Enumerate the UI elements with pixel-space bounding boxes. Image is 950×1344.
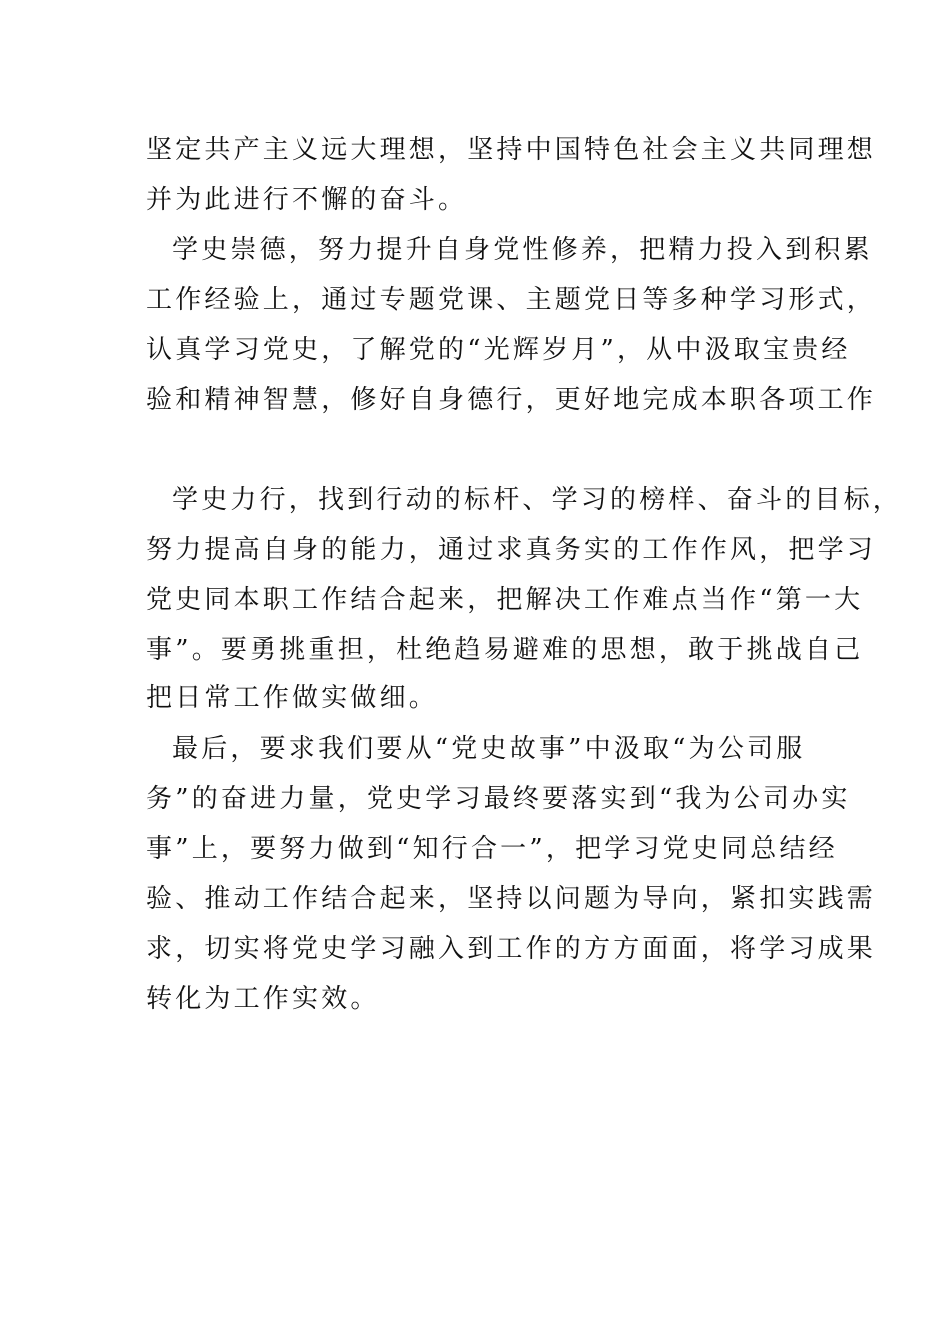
paragraph-2-line-2: 工作经验上，通过专题党课、主题党日等多种学习形式， <box>146 285 877 315</box>
paragraph-3-line-3: 党史同本职工作结合起来，把解决工作难点当作“第一大 <box>146 585 864 615</box>
paragraph-3-line-1: 学史力行，找到行动的标杆、学习的榜样、奋斗的目标， <box>172 485 903 515</box>
paragraph-1-line-1: 坚定共产主义远大理想，坚持中国特色社会主义共同理想 <box>146 135 877 165</box>
paragraph-2-line-1: 学史崇德，努力提升自身党性修养，把精力投入到积累 <box>172 235 873 265</box>
paragraph-4-line-3: 事”上，要努力做到“知行合一”，把学习党史同总结经 <box>146 834 838 864</box>
paragraph-4-line-2: 务”的奋进力量，党史学习最终要落实到“我为公司办实 <box>146 784 851 814</box>
paragraph-3-line-4: 事”。要勇挑重担，杜绝趋易避难的思想，敢于挑战自己 <box>146 635 864 665</box>
paragraph-4-line-1: 最后，要求我们要从“党史故事”中汲取“为公司服 <box>172 734 806 764</box>
paragraph-4-line-5: 求，切实将党史学习融入到工作的方方面面，将学习成果 <box>146 934 877 964</box>
paragraph-2-line-4: 验和精神智慧，修好自身德行，更好地完成本职各项工作 <box>146 385 877 415</box>
paragraph-4-line-4: 验、推动工作结合起来，坚持以问题为导向，紧扣实践需 <box>146 884 877 914</box>
paragraph-1-line-2: 并为此进行不懈的奋斗。 <box>146 185 468 215</box>
paragraph-2-line-3: 认真学习党史，了解党的“光辉岁月”，从中汲取宝贵经 <box>146 335 851 365</box>
paragraph-3-line-2: 努力提高自身的能力，通过求真务实的工作作风，把学习 <box>146 535 877 565</box>
paragraph-3-line-5: 把日常工作做实做细。 <box>146 683 439 713</box>
paragraph-4-line-6: 转化为工作实效。 <box>146 984 380 1014</box>
